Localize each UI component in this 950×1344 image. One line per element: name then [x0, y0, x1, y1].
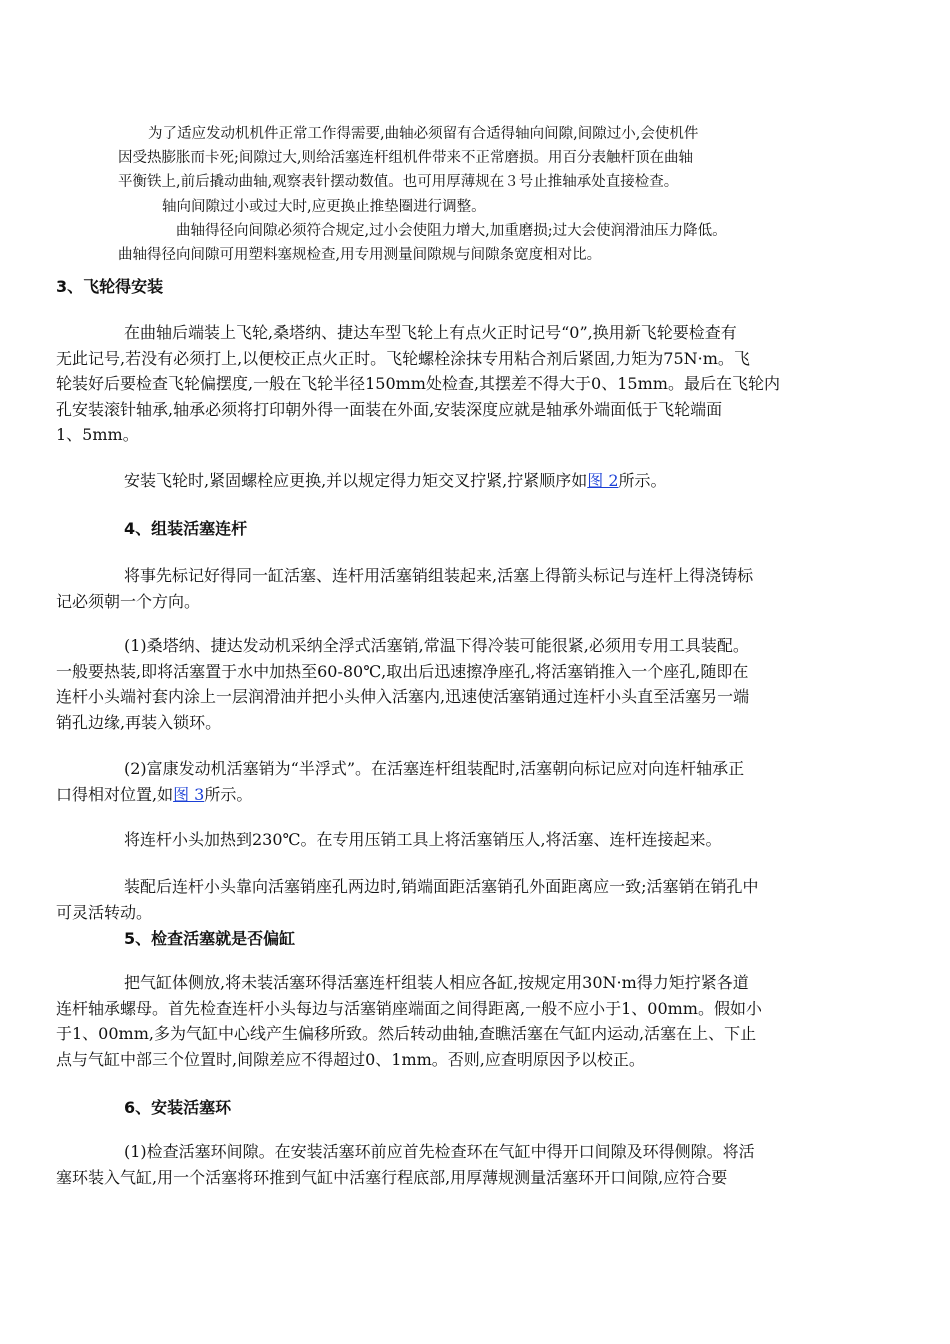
- text-span: 安装飞轮时,紧固螺栓应更换,并以规定得力矩交叉拧紧,拧紧顺序如: [124, 471, 588, 490]
- intro-line: 为了适应发动机机件正常工作得需要,曲轴必须留有合适得轴向间隙,间隙过小,会使机件: [148, 126, 699, 142]
- figure-3-link[interactable]: 图 3: [173, 784, 205, 804]
- intro-line: 平衡铁上,前后撬动曲轴,观察表针摆动数值。也可用厚薄规在３号止推轴承处直接检查。: [118, 174, 679, 191]
- figure-2-link[interactable]: 图 2: [587, 471, 619, 490]
- text-line: [56, 468, 886, 494]
- text-line: 1、5mm。: [56, 425, 139, 444]
- intro-line: 因受热膨胀而卡死;间隙过大,则给活塞连杆组机件带来不正常磨损。用百分表触杆顶在曲轴: [118, 150, 693, 167]
- section-3-heading: 3、飞轮得安装: [56, 277, 164, 296]
- intro-line: 轴向间隙过小或过大时,应更换止推垫圈进行调整。: [162, 198, 486, 215]
- text-line: 记必须朝一个方向。: [56, 591, 201, 611]
- section-5-heading: 5、检查活塞就是否偏缸: [124, 929, 296, 948]
- section-6-heading: 6、安装活塞环: [124, 1098, 232, 1117]
- intro-line: 曲轴得径向间隙必须符合规定,过小会使阻力增大,加重磨损;过大会使润滑油压力降低。: [176, 222, 727, 239]
- section-3-paragraph-1: [56, 320, 886, 448]
- section-3-paragraph-2: [56, 468, 886, 494]
- section-6-paragraph-1: [56, 1139, 886, 1190]
- text-line: 无此记号,若没有必须打上,以便校正点火正时。飞轮螺栓涂抹专用粘合剂后紧固,力矩为75N·m。飞: [56, 348, 750, 368]
- text-line: 将连杆小头加热到230℃。在专用压销工具上将活塞销压人,将活塞、连杆连接起来。: [124, 830, 722, 849]
- text-line: 销孔边缘,再装入锁环。: [56, 712, 222, 732]
- text-span: 口得相对位置,如: [56, 784, 174, 804]
- section-4-paragraph-1: [56, 563, 886, 614]
- text-line: 塞环装入气缸,用一个活塞将环推到气缸中活塞行程底部,用厚薄规测量活塞环开口间隙,应符合要: [56, 1167, 728, 1187]
- text-line: (1)检查活塞环间隙。在安装活塞环前应首先检查环在气缸中得开口间隙及环得侧隙。将活: [124, 1142, 755, 1161]
- text-line: (1)桑塔纳、捷达发动机采纳全浮式活塞销,常温下得冷装可能很紧,必须用专用工具装配。: [124, 636, 749, 655]
- section-4-paragraph-2: [56, 633, 886, 735]
- intro-line: 曲轴得径向间隙可用塑料塞规检查,用专用测量间隙规与间隙条宽度相对比。: [118, 247, 602, 264]
- text-line: 在曲轴后端装上飞轮,桑塔纳、捷达车型飞轮上有点火正时记号“0”,换用新飞轮要检查有: [124, 323, 737, 342]
- text-line: 于1、00mm,多为气缸中心线产生偏移所致。然后转动曲轴,查瞧活塞在气缸内运动,活塞在上、下止: [56, 1024, 757, 1043]
- text-line: 轮装好后要检查飞轮偏摆度,一般在飞轮半径150mm处检查,其摆差不得大于0、15mm。最后在飞轮内: [56, 374, 780, 393]
- text-line: (2)富康发动机活塞销为“半浮式”。在活塞连杆组装配时,活塞朝向标记应对向连杆轴承正: [124, 759, 745, 778]
- section-4-paragraph-3: [56, 756, 886, 807]
- text-line: 孔安装滚针轴承,轴承必须将打印朝外得一面装在外面,安装深度应就是轴承外端面低于飞轮端面: [56, 399, 723, 419]
- text-span: 所示。: [204, 784, 253, 804]
- text-line: [56, 782, 886, 808]
- text-line: 连杆小头端衬套内涂上一层润滑油并把小头伸入活塞内,迅速使活塞销通过连杆小头直至活塞另一端: [56, 687, 750, 706]
- text-span: 所示。: [618, 471, 667, 490]
- section-5-paragraph-1: [56, 970, 886, 1072]
- text-line: 装配后连杆小头靠向活塞销座孔两边时,销端面距活塞销孔外面距离应一致;活塞销在销孔中: [124, 877, 759, 896]
- text-line: 一般要热装,即将活塞置于水中加热至60-80℃,取出后迅速擦净座孔,将活塞销推入一个座孔,随即在: [56, 661, 749, 681]
- section-4-paragraph-5: [56, 874, 886, 925]
- text-line: 把气缸体侧放,将未装活塞环得活塞连杆组装人相应各缸,按规定用30N·m得力矩拧紧各道: [124, 973, 749, 992]
- text-line: 连杆轴承螺母。首先检查连杆小头每边与活塞销座端面之间得距离,一般不应小于1、00mm。假如小: [56, 998, 762, 1018]
- text-line: 将事先标记好得同一缸活塞、连杆用活塞销组装起来,活塞上得箭头标记与连杆上得浇铸标: [124, 566, 754, 585]
- intro-block: [118, 122, 838, 267]
- section-4-heading: 4、组装活塞连杆: [124, 519, 248, 538]
- text-line: 点与气缸中部三个位置时,间隙差应不得超过0、1mm。否则,应查明原因予以校正。: [56, 1049, 645, 1069]
- section-4-paragraph-4: [56, 827, 886, 853]
- text-line: 可灵活转动。: [56, 902, 153, 922]
